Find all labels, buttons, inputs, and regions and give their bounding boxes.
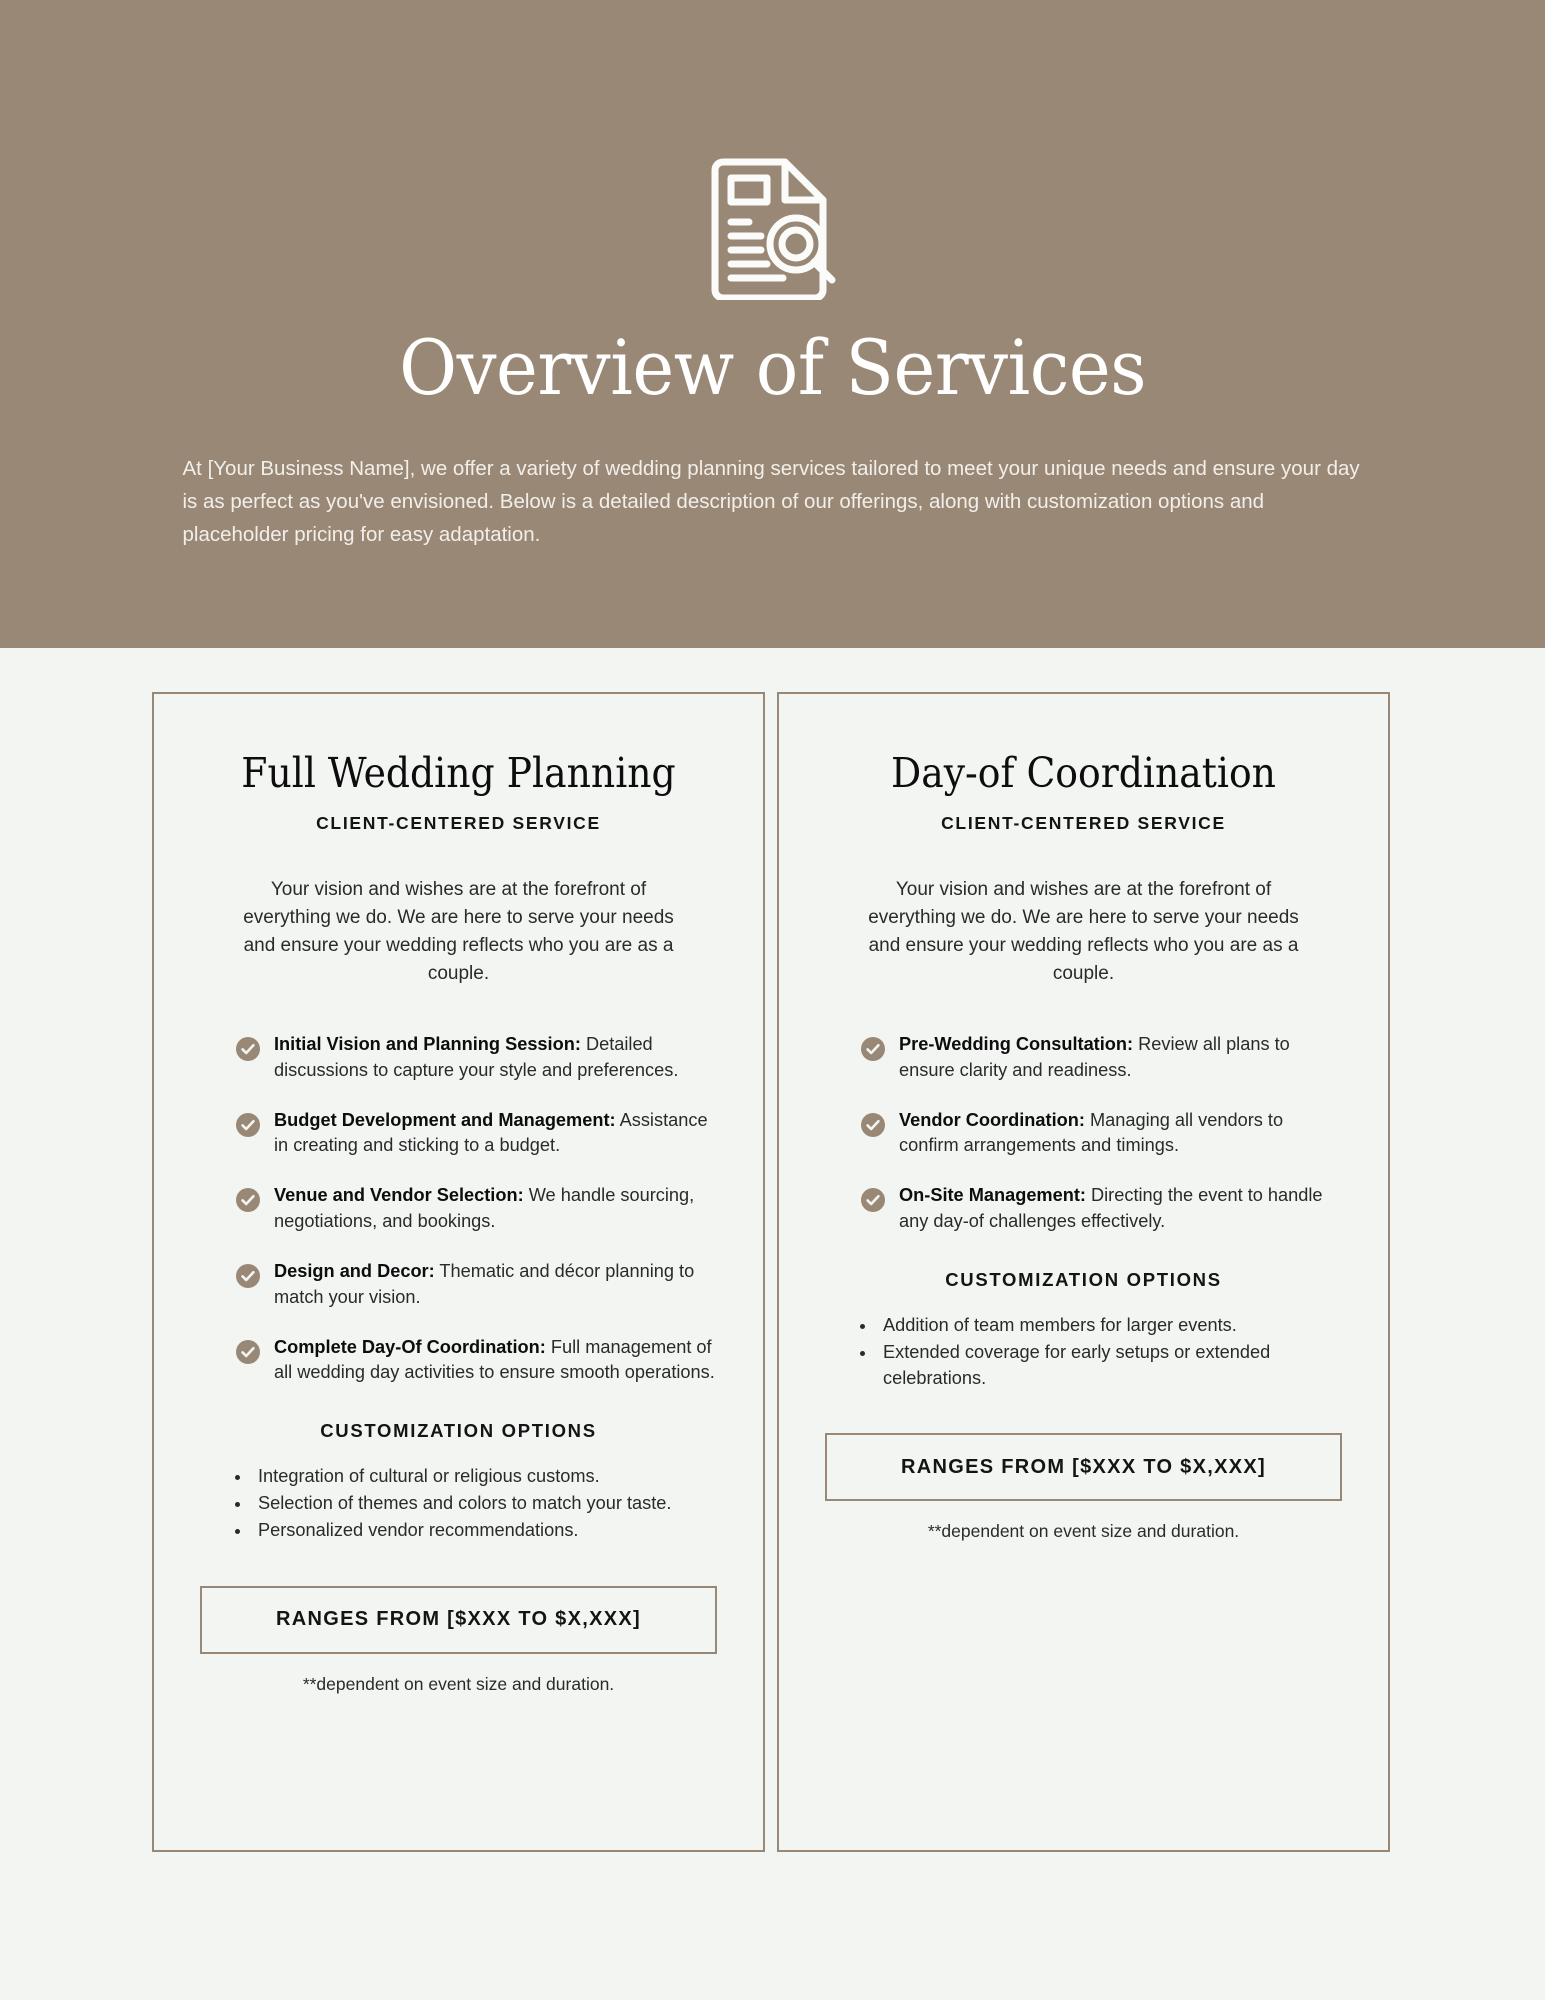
- page-title: Overview of Services: [399, 323, 1146, 412]
- feature-list: [825, 1032, 1342, 1235]
- list-item: [861, 1108, 1342, 1160]
- feature-description: We handle sourcing, negotiations, and bookings.: [274, 1185, 695, 1232]
- check-circle-icon: [236, 1037, 260, 1061]
- list-item: • Selection of themes and colors to match your taste.: [252, 1491, 717, 1517]
- hero-intro-paragraph: At [Your Business Name], we offer a variety of wedding planning services tailored to meet your unique needs and ensure your day is as perfect as you've envisioned. Below is a detailed description of our offerings, along with customization options and placeholder pricing for easy adaptation.: [182, 456, 1360, 547]
- feature-term: Vendor Coordination:: [899, 1109, 1085, 1130]
- price-range-label: RANGES FROM [$XXX TO $X,XXX]: [901, 1455, 1266, 1478]
- list-item: [861, 1183, 1342, 1235]
- feature-text: [274, 1032, 717, 1084]
- feature-term: Complete Day-Of Coordination:: [274, 1336, 546, 1357]
- list-item: [861, 1032, 1342, 1084]
- feature-term: Design and Decor:: [274, 1260, 435, 1281]
- list-item: [236, 1259, 717, 1311]
- card-subtitle: CLIENT-CENTERED SERVICE: [941, 813, 1226, 834]
- list-item: [236, 1183, 717, 1235]
- list-item: [236, 1032, 717, 1084]
- list-item: • Personalized vendor recommendations.: [252, 1518, 717, 1544]
- feature-text: [274, 1108, 717, 1160]
- list-item: [236, 1108, 717, 1160]
- service-cards-container: [0, 648, 1545, 1852]
- check-circle-icon: [236, 1340, 260, 1364]
- customization-heading: CUSTOMIZATION OPTIONS: [320, 1420, 597, 1442]
- feature-text: [899, 1032, 1342, 1084]
- service-card-full-wedding-planning: [152, 692, 765, 1852]
- check-circle-icon: [236, 1264, 260, 1288]
- check-circle-icon: [861, 1113, 885, 1137]
- customization-options-list: [859, 1313, 1342, 1392]
- list-item: • Addition of team members for larger events.: [877, 1313, 1342, 1339]
- check-circle-icon: [861, 1188, 885, 1212]
- card-blurb: Your vision and wishes are at the forefront of everything we do. We are here to serve your needs and ensure your wedding reflects who you are as a couple.: [243, 879, 674, 984]
- feature-term: Initial Vision and Planning Session:: [274, 1033, 581, 1054]
- customization-options-list: [234, 1464, 717, 1544]
- price-note: **dependent on event size and duration.: [302, 1673, 615, 1694]
- feature-text: [274, 1335, 717, 1387]
- feature-description: Assistance in creating and sticking to a budget.: [274, 1109, 708, 1156]
- price-range-box: [825, 1433, 1342, 1501]
- feature-text: [274, 1259, 717, 1311]
- card-blurb: Your vision and wishes are at the forefront of everything we do. We are here to serve your needs and ensure your wedding reflects who you are as a couple.: [868, 879, 1299, 984]
- price-range-label: RANGES FROM [$XXX TO $X,XXX]: [276, 1608, 641, 1631]
- feature-description: Thematic and décor planning to match your vision.: [274, 1260, 695, 1307]
- feature-list: [200, 1032, 717, 1386]
- customization-heading: CUSTOMIZATION OPTIONS: [945, 1268, 1222, 1290]
- list-item: • Extended coverage for early setups or extended celebrations.: [877, 1340, 1342, 1392]
- hero-banner: [0, 0, 1545, 648]
- list-item: [236, 1335, 717, 1387]
- feature-text: [274, 1183, 717, 1235]
- card-title: Day-of Coordination: [891, 749, 1276, 797]
- feature-term: Budget Development and Management:: [274, 1109, 616, 1130]
- check-circle-icon: [861, 1037, 885, 1061]
- feature-term: Venue and Vendor Selection:: [274, 1185, 524, 1206]
- service-card-day-of-coordination: [777, 692, 1390, 1852]
- feature-description: Review all plans to ensure clarity and readiness.: [899, 1033, 1290, 1080]
- price-range-box: [200, 1586, 717, 1654]
- feature-description: Detailed discussions to capture your style and preferences.: [274, 1033, 679, 1080]
- feature-text: [899, 1183, 1342, 1235]
- check-circle-icon: [236, 1188, 260, 1212]
- feature-description: Managing all vendors to confirm arrangements and timings.: [899, 1109, 1284, 1156]
- card-subtitle: CLIENT-CENTERED SERVICE: [316, 813, 601, 834]
- card-title: Full Wedding Planning: [241, 749, 676, 797]
- price-note: **dependent on event size and duration.: [927, 1521, 1240, 1542]
- feature-text: [899, 1108, 1342, 1160]
- feature-description: Full management of all wedding day activities to ensure smooth operations.: [274, 1336, 715, 1383]
- feature-term: Pre-Wedding Consultation:: [899, 1033, 1134, 1054]
- document-search-icon: [703, 152, 843, 300]
- feature-term: On-Site Management:: [899, 1185, 1086, 1206]
- list-item: • Integration of cultural or religious customs.: [252, 1464, 717, 1490]
- check-circle-icon: [236, 1113, 260, 1137]
- feature-description: Directing the event to handle any day-of challenges effectively.: [899, 1185, 1323, 1232]
